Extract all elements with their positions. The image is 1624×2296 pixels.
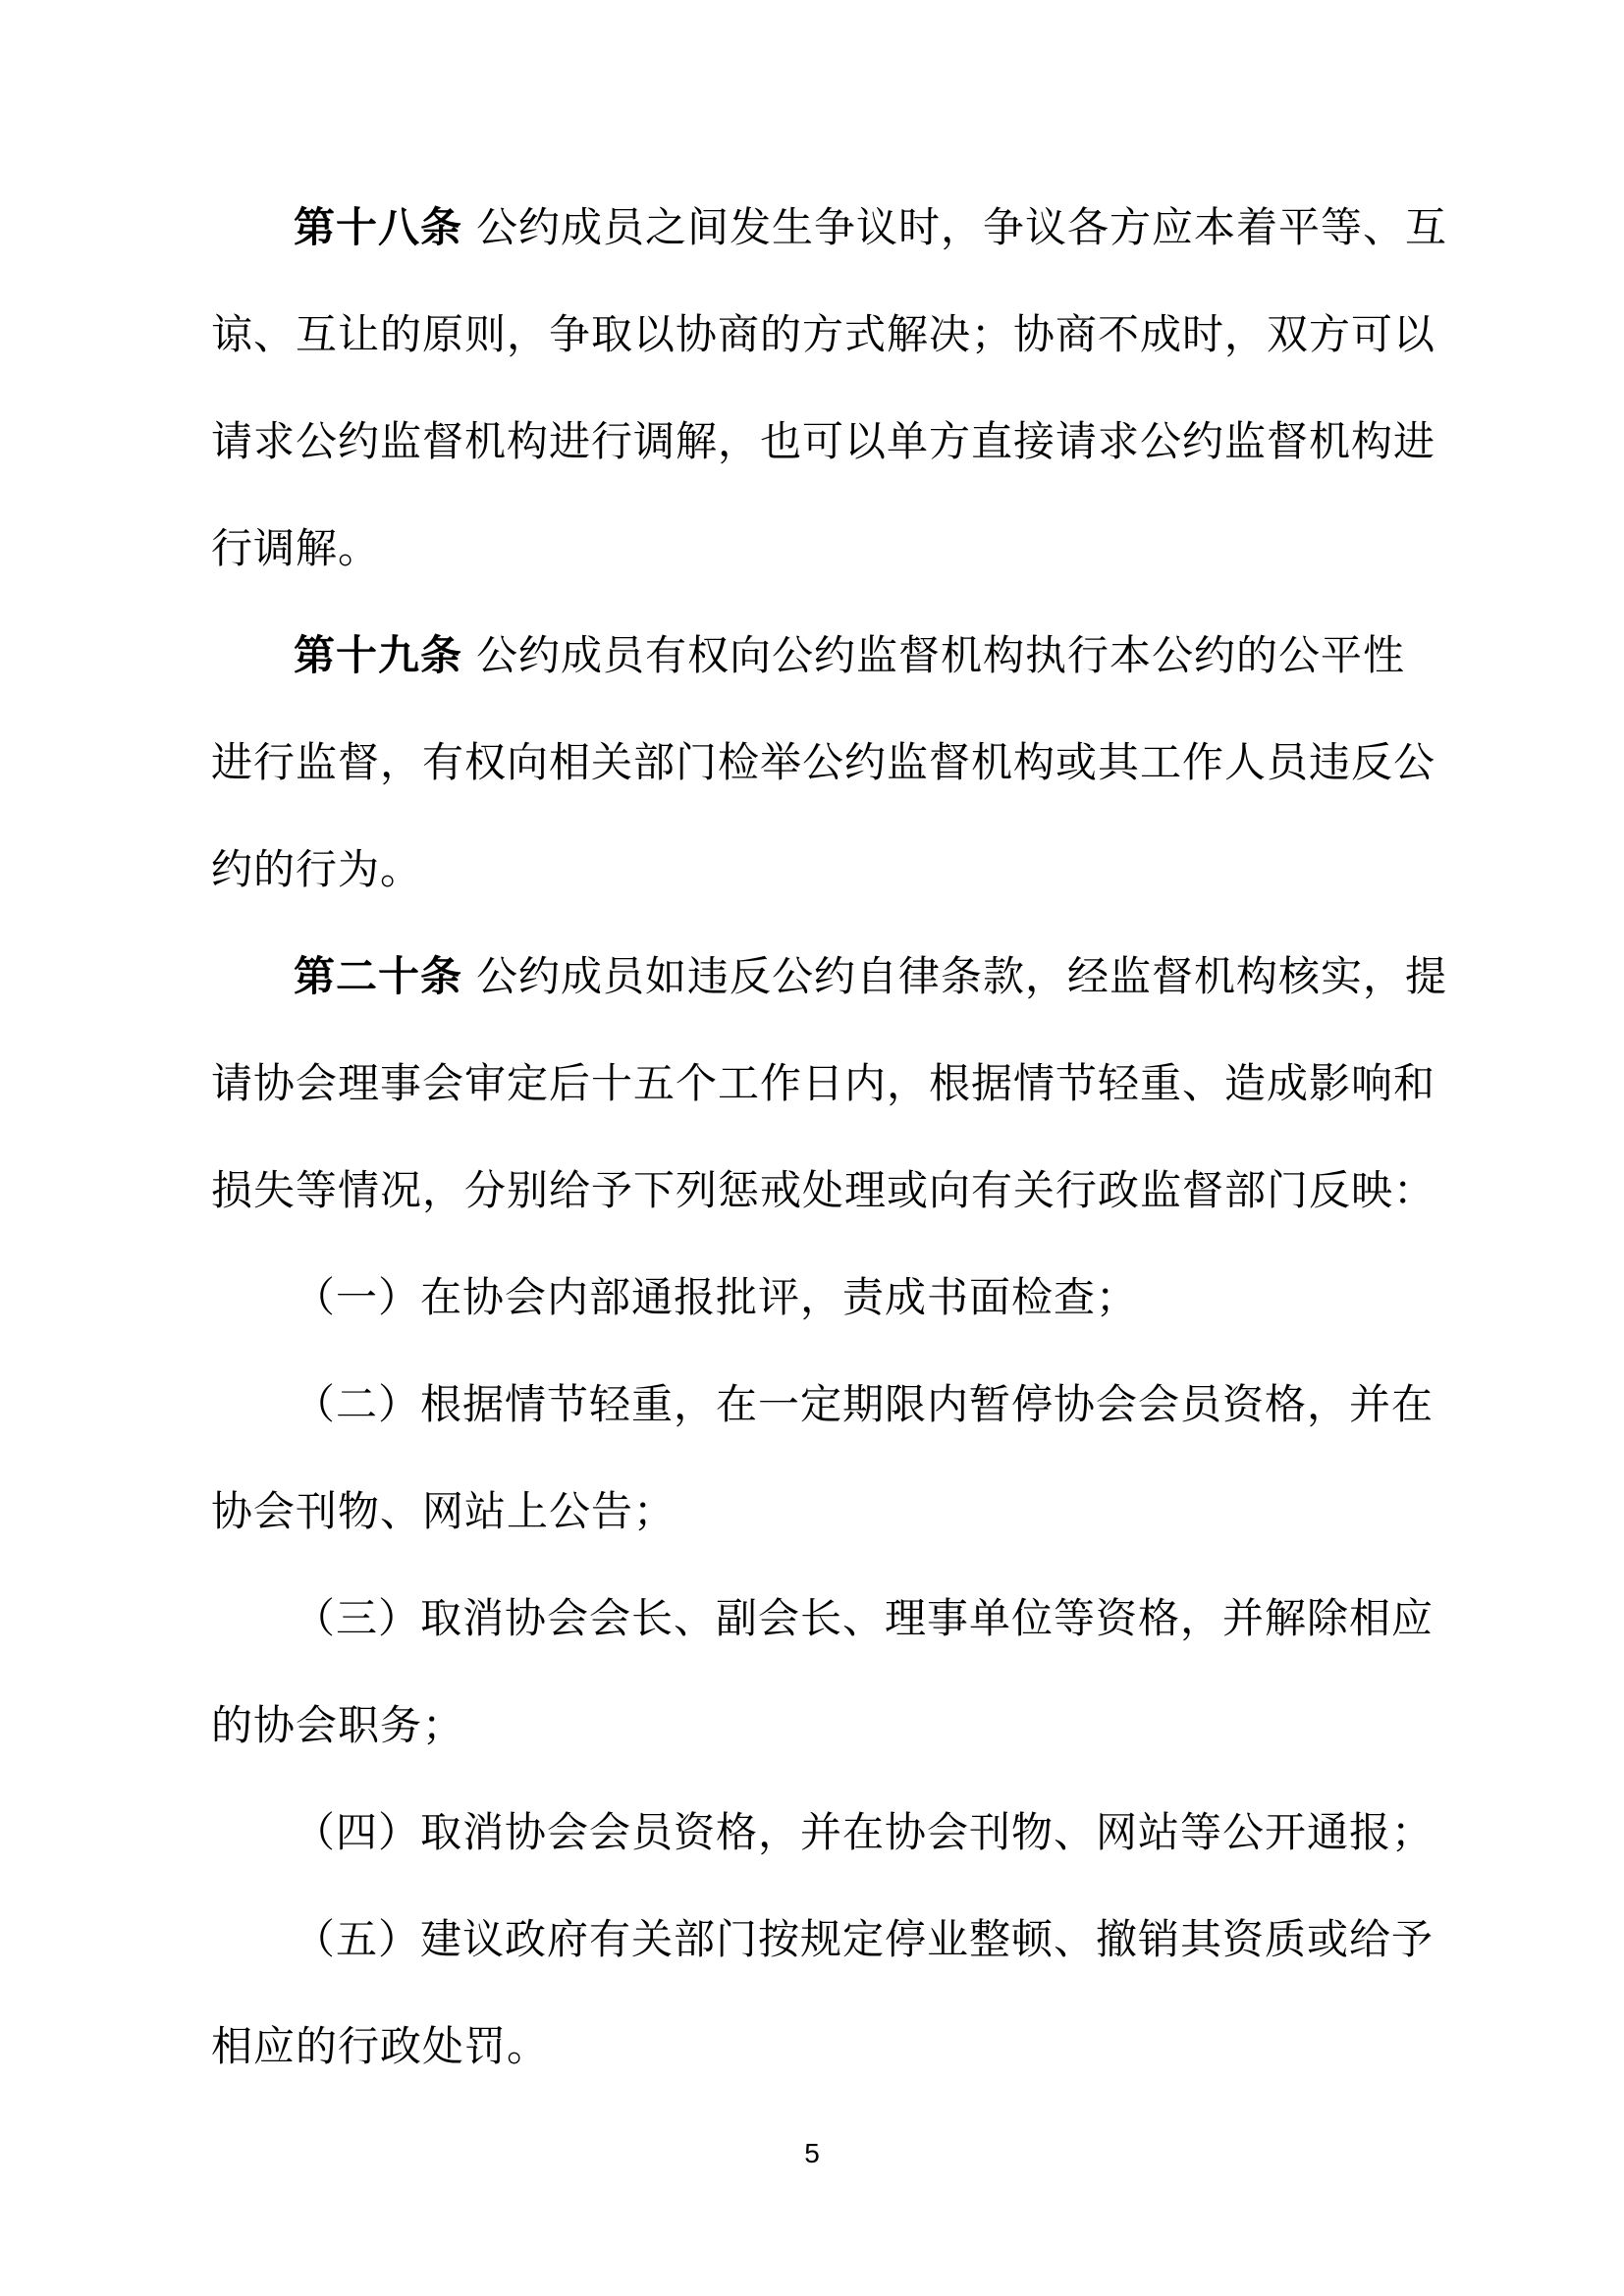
line-text: 公约成员之间发生争议时，争议各方应本着平等、互 [476, 204, 1448, 250]
line-text: 公约成员有权向公约监督机构执行本公约的公平性 [476, 632, 1406, 678]
article-number-label: 第十九条 [294, 632, 463, 678]
article-number-label: 第二十条 [294, 953, 463, 999]
paragraph-first-line [211, 923, 1448, 1030]
paragraph-first-line: （三）取消协会会长、副会长、理事单位等资格，并解除相应 [294, 1595, 1435, 1641]
text-line: 损失等情况，分别给予下列惩戒处理或向有关行政监督部门反映： [211, 1167, 1436, 1213]
text-line: 请求公约监督机构进行调解，也可以单方直接请求公约监督机构进 [211, 418, 1436, 464]
text-line: 协会刊物、网站上公告； [211, 1488, 677, 1534]
text-line: 相应的行政处罚。 [211, 2023, 550, 2069]
text-line: 谅、互让的原则，争取以协商的方式解决；协商不成时，双方可以 [211, 311, 1436, 357]
paragraph-first-line [211, 602, 1413, 709]
paragraph-first-line: （一）在协会内部通报批评，责成书面检查； [294, 1274, 1139, 1320]
paragraph-first-line: （五）建议政府有关部门按规定停业整顿、撤销其资质或给予 [294, 1916, 1435, 1962]
text-line: 的协会职务； [211, 1702, 465, 1748]
page-number: 5 [804, 2138, 820, 2168]
text-line: 约的行为。 [211, 846, 423, 892]
paragraph-first-line: （二）根据情节轻重，在一定期限内暂停协会会员资格，并在 [294, 1381, 1435, 1427]
text-line: 进行监督，有权向相关部门检举公约监督机构或其工作人员违反公 [211, 739, 1436, 785]
paragraph-first-line: （四）取消协会会员资格，并在协会刊物、网站等公开通报； [294, 1809, 1435, 1855]
text-line: 请协会理事会审定后十五个工作日内，根据情节轻重、造成影响和 [211, 1060, 1436, 1106]
line-text: 公约成员如违反公约自律条款，经监督机构核实，提 [476, 953, 1448, 999]
paragraph-first-line [211, 174, 1448, 281]
text-line: 行调解。 [211, 525, 381, 571]
article-number-label: 第十八条 [294, 204, 463, 250]
